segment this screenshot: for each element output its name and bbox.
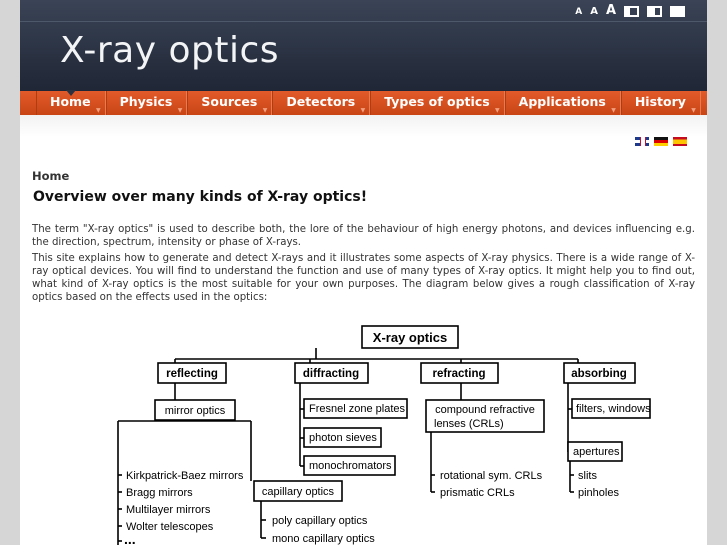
capillary-item: mono capillary optics bbox=[272, 533, 375, 545]
category-diffracting: diffracting bbox=[302, 368, 360, 380]
page bbox=[20, 0, 707, 545]
nav-item-history[interactable]: History ▼ bbox=[621, 91, 701, 115]
font-size-medium-button[interactable]: A bbox=[590, 6, 598, 17]
crl-item: prismatic CRLs bbox=[440, 487, 515, 499]
main-nav bbox=[20, 91, 707, 115]
nav-item-physics[interactable]: Physics ▼ bbox=[106, 91, 188, 115]
dropdown-arrow-icon: ▼ bbox=[177, 107, 183, 114]
dropdown-arrow-icon: ▼ bbox=[95, 107, 101, 114]
language-selector bbox=[635, 137, 687, 146]
category-reflecting: reflecting bbox=[166, 368, 218, 380]
category-absorbing: absorbing bbox=[571, 368, 627, 380]
mirror-item: Kirkpatrick-Baez mirrors bbox=[126, 470, 244, 482]
dropdown-arrow-icon: ▼ bbox=[360, 107, 366, 114]
mirror-item-more: ... bbox=[124, 531, 136, 545]
narrow-width-icon[interactable] bbox=[624, 6, 639, 17]
aperture-item: slits bbox=[578, 470, 597, 482]
english-flag-icon[interactable] bbox=[635, 137, 649, 146]
description-paragraph: This site explains how to generate and detect X-rays and it illustrates some aspects of X-ray physics. There is a wide range of X-ray optical devices. You will find to understand the function and use of many types of X-ray optics. It might help you to find out, what kind of X-ray optics is the most suitable for your own purposes. The diagram below gives a rough classification of X-ray optics based on the effects used in the optics: bbox=[32, 253, 695, 303]
site-header bbox=[20, 0, 707, 92]
diffracting-item: photon sieves bbox=[309, 432, 377, 444]
dropdown-arrow-icon: ▼ bbox=[262, 107, 268, 114]
capillary-item: poly capillary optics bbox=[272, 515, 368, 527]
sub-bar bbox=[20, 115, 707, 137]
font-size-large-button[interactable]: A bbox=[605, 3, 616, 18]
nav-item-applications[interactable]: Applications ▼ bbox=[505, 91, 621, 115]
accessibility-tools bbox=[575, 4, 685, 17]
mirror-optics-label: mirror optics bbox=[164, 405, 226, 417]
mirror-item: Wolter telescopes bbox=[126, 521, 214, 533]
intro-paragraph: The term "X-ray optics" is used to describe both, the lore of the behaviour of high energy photons, and devices influencing e.g. the direction, spectrum, intensity or phase of X-rays. bbox=[32, 224, 695, 248]
category-refracting: refracting bbox=[432, 368, 486, 380]
page-title: Overview over many kinds of X-ray optics! bbox=[33, 189, 368, 205]
nav-item-detectors[interactable]: Detectors ▼ bbox=[272, 91, 370, 115]
diagram-root-label: X-ray optics bbox=[372, 330, 448, 345]
diffracting-item: monochromators bbox=[309, 460, 392, 472]
absorbing-item: apertures bbox=[573, 446, 620, 458]
diffracting-item: Fresnel zone plates bbox=[309, 403, 405, 415]
active-pointer-icon bbox=[66, 90, 76, 96]
nav-item-home[interactable]: Home ▼ bbox=[36, 91, 106, 115]
nav-item-sources[interactable]: Sources ▼ bbox=[187, 91, 272, 115]
capillary-optics-label: capillary optics bbox=[261, 486, 335, 498]
mirror-item: Multilayer mirrors bbox=[126, 504, 211, 516]
german-flag-icon[interactable] bbox=[654, 137, 668, 146]
nav-item-types-of-optics[interactable]: Types of optics ▼ bbox=[370, 91, 504, 115]
breadcrumb[interactable]: Home bbox=[32, 169, 70, 183]
crl-item: rotational sym. CRLs bbox=[440, 470, 543, 482]
crl-label-line2: lenses (CRLs) bbox=[434, 418, 504, 430]
full-width-icon[interactable] bbox=[670, 6, 685, 17]
site-title[interactable]: X-ray optics bbox=[60, 30, 280, 71]
classification-diagram bbox=[94, 323, 654, 545]
crl-label-line1: compound refractive bbox=[435, 404, 535, 416]
dropdown-arrow-icon: ▼ bbox=[691, 107, 696, 114]
absorbing-item: filters, windows bbox=[576, 403, 651, 415]
aperture-item: pinholes bbox=[578, 487, 619, 499]
medium-width-icon[interactable] bbox=[647, 6, 662, 17]
spanish-flag-icon[interactable] bbox=[673, 137, 687, 146]
dropdown-arrow-icon: ▼ bbox=[495, 107, 500, 114]
mirror-item: Bragg mirrors bbox=[126, 487, 193, 499]
dropdown-arrow-icon: ▼ bbox=[611, 107, 616, 114]
font-size-small-button[interactable]: A bbox=[575, 7, 583, 17]
